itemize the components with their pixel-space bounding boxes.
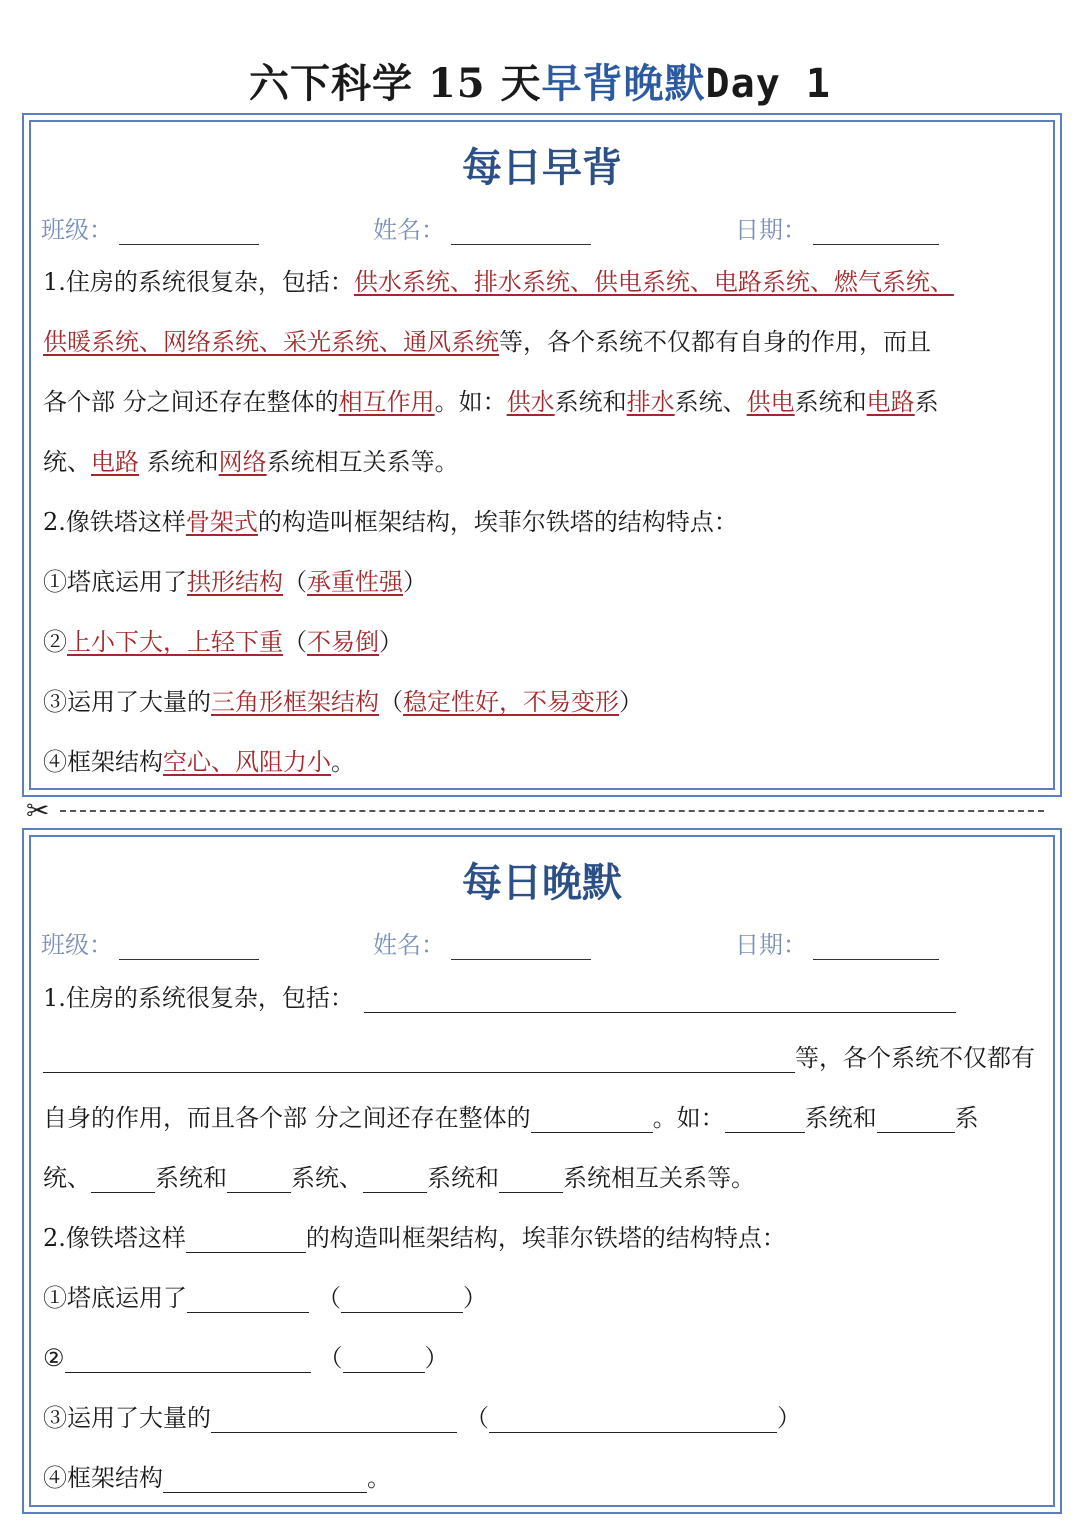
evening-point3 (43, 1403, 1041, 1433)
answer: 三角形框架结构 (211, 688, 379, 716)
point-text: ） (463, 1284, 487, 1312)
evening-q1-line1 (43, 983, 1041, 1013)
evening-point1 (43, 1283, 1041, 1313)
evening-q1-line4 (43, 1163, 1041, 1193)
q1-text: 自身的作用，而且各个部 分之间还存在整体的 (43, 1104, 531, 1132)
point-text: （ (465, 1404, 489, 1432)
fill-blank[interactable] (187, 1288, 309, 1313)
evening-point2 (43, 1343, 1041, 1373)
answer: 骨架式 (185, 508, 258, 536)
answer: 供水系统、排水系统、供电系统、电路系统、燃气系统、 (353, 268, 954, 296)
class-label: 班级： (41, 931, 113, 959)
point-text: 。 (367, 1464, 391, 1492)
q2-text: 的构造叫框架结构，埃菲尔铁塔的结构特点： (257, 508, 738, 536)
answer: 稳定性好，不易变形 (403, 688, 619, 716)
fill-blank[interactable] (65, 1348, 311, 1373)
evening-q1-line3 (43, 1103, 1041, 1133)
fill-blank[interactable] (341, 1288, 463, 1313)
fill-blank[interactable] (163, 1468, 367, 1493)
point-text: （ (379, 688, 403, 716)
answer: 电路 (91, 448, 139, 476)
morning-point1 (43, 567, 1041, 597)
point-text: ） (379, 628, 403, 656)
q1-text: 系统和 (804, 1104, 877, 1132)
title-part2: 早背晚默 (541, 60, 706, 107)
q1-text: 统、 (43, 448, 91, 476)
point-text: ② (43, 1344, 65, 1372)
name-label: 姓名： (373, 216, 445, 244)
point-text: 。 (331, 748, 355, 776)
point-text: ③运用了大量的 (43, 1404, 211, 1432)
fill-blank[interactable] (725, 1108, 805, 1133)
answer: 上小下大，上轻下重 (67, 628, 283, 656)
point-text: ） (424, 1344, 449, 1372)
q1-text: 。如： (652, 1104, 725, 1132)
morning-class-field (41, 210, 259, 245)
q1-text: 系统和 (554, 388, 627, 416)
point-text: ） (403, 568, 427, 596)
fill-blank[interactable] (211, 1408, 457, 1433)
point-text: ② (43, 628, 67, 656)
fill-blank[interactable] (489, 1408, 777, 1433)
point-text: ④框架结构 (43, 748, 163, 776)
dashed-divider (60, 810, 1044, 812)
point-text: ④框架结构 (43, 1464, 163, 1492)
answer: 相互作用 (338, 388, 435, 416)
morning-point2 (43, 627, 1041, 657)
point-text: ①塔底运用了 (43, 568, 187, 596)
q1-text: 系统、 (291, 1164, 363, 1192)
evening-name-field (373, 925, 591, 960)
morning-q1-line2 (43, 327, 1041, 357)
morning-q1-line3 (43, 387, 1041, 417)
evening-dictation-card (22, 828, 1062, 1514)
class-label: 班级： (41, 216, 113, 244)
morning-q2 (43, 507, 1041, 537)
q1-text: 系统和 (427, 1164, 499, 1192)
page-title (0, 52, 1080, 109)
q1-text: 系统、 (674, 388, 747, 416)
morning-date-field (735, 210, 939, 245)
point-text: （ (283, 568, 307, 596)
q2-text: 的构造叫框架结构，埃菲尔铁塔的结构特点： (305, 1224, 786, 1252)
morning-name-field (373, 210, 591, 245)
answer: 供电 (746, 388, 795, 416)
answer: 供暖系统、网络系统、采光系统、通风系统 (43, 328, 499, 356)
q1-text: 系统相互关系等。 (266, 448, 459, 476)
name-label: 姓名： (373, 931, 445, 959)
answer: 承重性强 (307, 568, 403, 596)
answer: 网络 (218, 448, 267, 476)
class-blank[interactable] (119, 222, 259, 245)
morning-q1-line4 (43, 447, 1041, 477)
q2-text: 2.像铁塔这样 (43, 508, 186, 536)
q1-text: 系统和 (139, 448, 219, 476)
evening-heading: 每日晚默 (462, 860, 622, 906)
morning-point3 (43, 687, 1041, 717)
q1-text: 等，各个系统不仅都有 (795, 1044, 1035, 1072)
q2-text: 2.像铁塔这样 (43, 1224, 186, 1252)
fill-blank[interactable] (531, 1108, 653, 1133)
answer: 供水 (506, 388, 555, 416)
answer: 拱形结构 (187, 568, 283, 596)
morning-heading: 每日早背 (462, 145, 622, 191)
fill-blank[interactable] (43, 1048, 795, 1073)
q1-text: 各个部 分之间还存在整体的 (43, 388, 339, 416)
point-text: ） (619, 688, 643, 716)
fill-blank[interactable] (186, 1228, 306, 1253)
answer: 电路 (866, 388, 915, 416)
fill-blank[interactable] (364, 988, 956, 1013)
q1-text: 统、 (43, 1164, 91, 1192)
q1-text: 1.住房的系统很复杂，包括： (43, 984, 354, 1012)
evening-q2 (43, 1223, 1041, 1253)
fill-blank[interactable] (499, 1168, 563, 1193)
point-text: ③运用了大量的 (43, 688, 211, 716)
class-blank[interactable] (119, 937, 259, 960)
answer: 空心、风阻力小 (163, 748, 331, 776)
q1-text: 系 (954, 1104, 979, 1132)
evening-point4 (43, 1463, 1041, 1493)
answer: 排水 (626, 388, 675, 416)
evening-q1-line2 (43, 1043, 1041, 1073)
q1-text: 系统和 (155, 1164, 227, 1192)
evening-class-field (41, 925, 259, 960)
date-label: 日期： (735, 216, 807, 244)
fill-blank[interactable] (363, 1168, 427, 1193)
point-text: （ (283, 628, 307, 656)
q1-text: 系统和 (794, 388, 867, 416)
name-blank[interactable] (451, 937, 591, 960)
q1-text: 1.住房的系统很复杂，包括： (43, 268, 354, 296)
name-blank[interactable] (451, 222, 591, 245)
q1-text: 系 (914, 388, 939, 416)
fill-blank[interactable] (877, 1108, 955, 1133)
answer: 不易倒 (307, 628, 379, 656)
date-blank[interactable] (813, 937, 939, 960)
title-part3: Day 1 (705, 61, 831, 107)
point-text: ①塔底运用了 (43, 1284, 187, 1312)
date-label: 日期： (735, 931, 807, 959)
morning-q1-line1 (43, 267, 1041, 297)
evening-date-field (735, 925, 939, 960)
morning-point4 (43, 747, 1041, 777)
q1-text: 等，各个系统不仅都有自身的作用，而且 (499, 328, 931, 356)
point-text: （ (317, 1284, 341, 1312)
q1-text: 系统相互关系等。 (563, 1164, 755, 1192)
scissors-icon: ✂ (26, 794, 50, 827)
date-blank[interactable] (813, 222, 939, 245)
cut-line (26, 794, 1044, 827)
q1-text: 。如： (434, 388, 507, 416)
point-text: （ (318, 1344, 343, 1372)
fill-blank[interactable] (91, 1168, 155, 1193)
morning-recite-card (22, 113, 1062, 797)
title-part1: 六下科学 15 天 (249, 60, 542, 107)
point-text: ） (777, 1404, 801, 1432)
fill-blank[interactable] (343, 1348, 425, 1373)
fill-blank[interactable] (227, 1168, 291, 1193)
